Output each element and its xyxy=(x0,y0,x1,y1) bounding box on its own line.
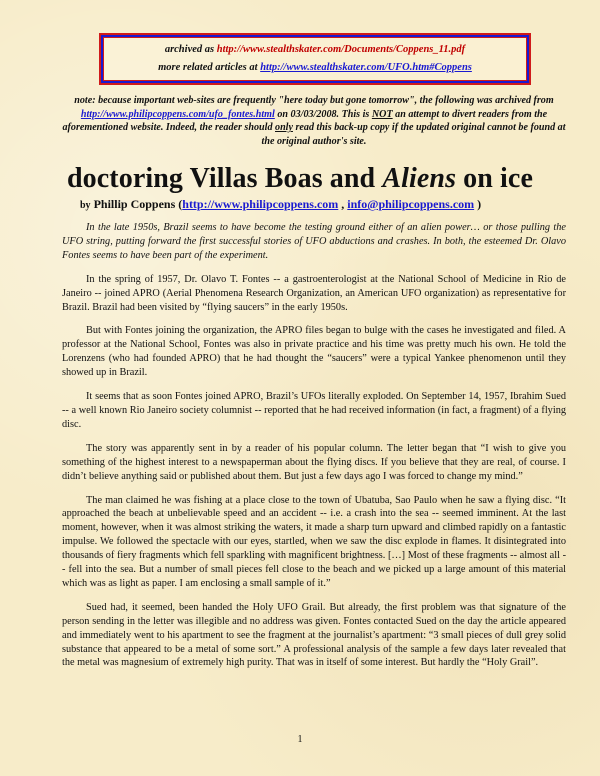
archive-line-1 xyxy=(103,41,527,59)
note-not-emphasis: NOT xyxy=(371,108,393,120)
body-paragraph: In the spring of 1957, Dr. Olavo T. Fontes -- a gastroenterologist at the National School of Medicine in Rio de Janeiro -- joined APRO (Aerial Phenomena Research Organization, an American UFO organization) as representative for Brazil. Brazil had been visited by “flying saucers” in the early 1950s. xyxy=(62,273,566,313)
archive-pdf-link[interactable]: http://www.stealthskater.com/Documents/Coppens_11.pdf xyxy=(216,44,466,55)
article-title xyxy=(0,162,600,196)
archive-notice-box xyxy=(101,35,529,83)
title-part-2: on ice xyxy=(456,163,533,194)
author-website-link[interactable]: http://www.philipcoppens.com xyxy=(182,197,339,211)
byline-by: by xyxy=(80,200,91,211)
note-text-1: note: because important web-sites are frequently "here today but gone tomorrow", the following was archived from xyxy=(74,95,554,106)
note-text-3: an attempt to divert readers from the aforementioned website. Indeed, the reader should xyxy=(62,108,548,134)
author-name: Phillip Coppens xyxy=(90,197,176,211)
original-source-link[interactable]: http://www.philipcoppens.com/ufo_fontes.html xyxy=(80,108,275,120)
body-paragraph: But with Fontes joining the organization, the APRO files began to bulge with the cases he investigated and filed. A professor at the National School, Fontes was also in private practice and his time was pretty much his own. He told the Lorenzens (who had founded APRO) that he had thought the “saucers” were a typical Yankee phenomenon until they showed up in Brazil. xyxy=(62,325,566,379)
body-paragraph: The story was apparently sent in by a reader of his popular column. The letter began that “I wish to give you something of the highest interest to a newspaperman about the flying discs. If you believe that they are real, of course. I didn’t believe anything said or published about them. But just a few days ago I was forced to change my mind.” xyxy=(62,442,566,482)
byline-separator: , xyxy=(338,197,348,211)
title-part-1: doctoring Villas Boas and xyxy=(67,163,383,194)
byline-open-paren: ( xyxy=(175,197,183,211)
author-email-link[interactable]: info@philipcoppens.com xyxy=(347,197,475,211)
byline xyxy=(80,197,540,213)
related-articles-link[interactable]: http://www.stealthskater.com/UFO.htm#Coppens xyxy=(260,62,472,73)
body-paragraph: The man claimed he was fishing at a place close to the town of Ubatuba, Sao Paulo when he saw a flying disc. “It approached the beach at unbelievable speed and an accident -- i.e. a crash into the sea -- seemed imminent. At the last moment, however, when it was almost striking the waters, it made a sharp turn upward and climbed rapidly on a fantastic impulse. We followed the spectacle with our eyes, startled, when we saw the disc explode in flames. It disintegrated into thousands of fiery fragments which fell sparkling with magnificent brightness. […] Most of these fragments -- almost all -- fell into the sea. But a number of small pieces fell close to the beach and we picked up a large amount of this material which was as light as paper. I am enclosing a small sample of it.” xyxy=(62,494,566,589)
intro-paragraph: In the late 1950s, Brazil seems to have become the testing ground either of an alien power… or those pulling the UFO string, putting forward the first successful stories of UFO abductions and crashes. In both, the esteemed Dr. Olavo Fontes seems to have been part of the experiment. xyxy=(62,222,566,261)
byline-close-paren: ) xyxy=(474,197,482,211)
related-label: more related articles at xyxy=(158,62,261,73)
note-text-2: on 03/03/2008. This is xyxy=(274,108,372,120)
archive-line-2 xyxy=(103,59,527,77)
note-text-4: read this back-up copy if the updated original cannot be found at the original author's site. xyxy=(261,122,566,147)
archive-note xyxy=(62,94,566,148)
note-only-emphasis: only xyxy=(275,122,293,134)
archive-label: archived as xyxy=(164,44,217,55)
article-body xyxy=(62,221,566,680)
body-paragraph: Sued had, it seemed, been handed the Holy UFO Grail. But already, the first problem was that signature of the person sending in the letter was illegible and no address was given. Fontes contacted Sued on the day the article appeared and immediately went to his apartment to see the fragment at the journalist’s apartment: “3 small pieces of dull grey solid substance that appeared to be a metal of some sort.” A professional analysis of the sample a few days later revealed that the metal was magnesium of extremely high purity. That was in itself of some interest. But hardly the “Holy Grail”. xyxy=(62,601,566,669)
body-paragraph: It seems that as soon Fontes joined APRO, Brazil’s UFOs literally exploded. On September 14, 1957, Ibrahim Sued -- a well known Rio Janeiro society columnist -- reported that he had received information (in fact, a fragment) of a flying disc. xyxy=(62,391,566,430)
title-italic: Aliens xyxy=(382,163,457,194)
page-number: 1 xyxy=(297,734,303,745)
